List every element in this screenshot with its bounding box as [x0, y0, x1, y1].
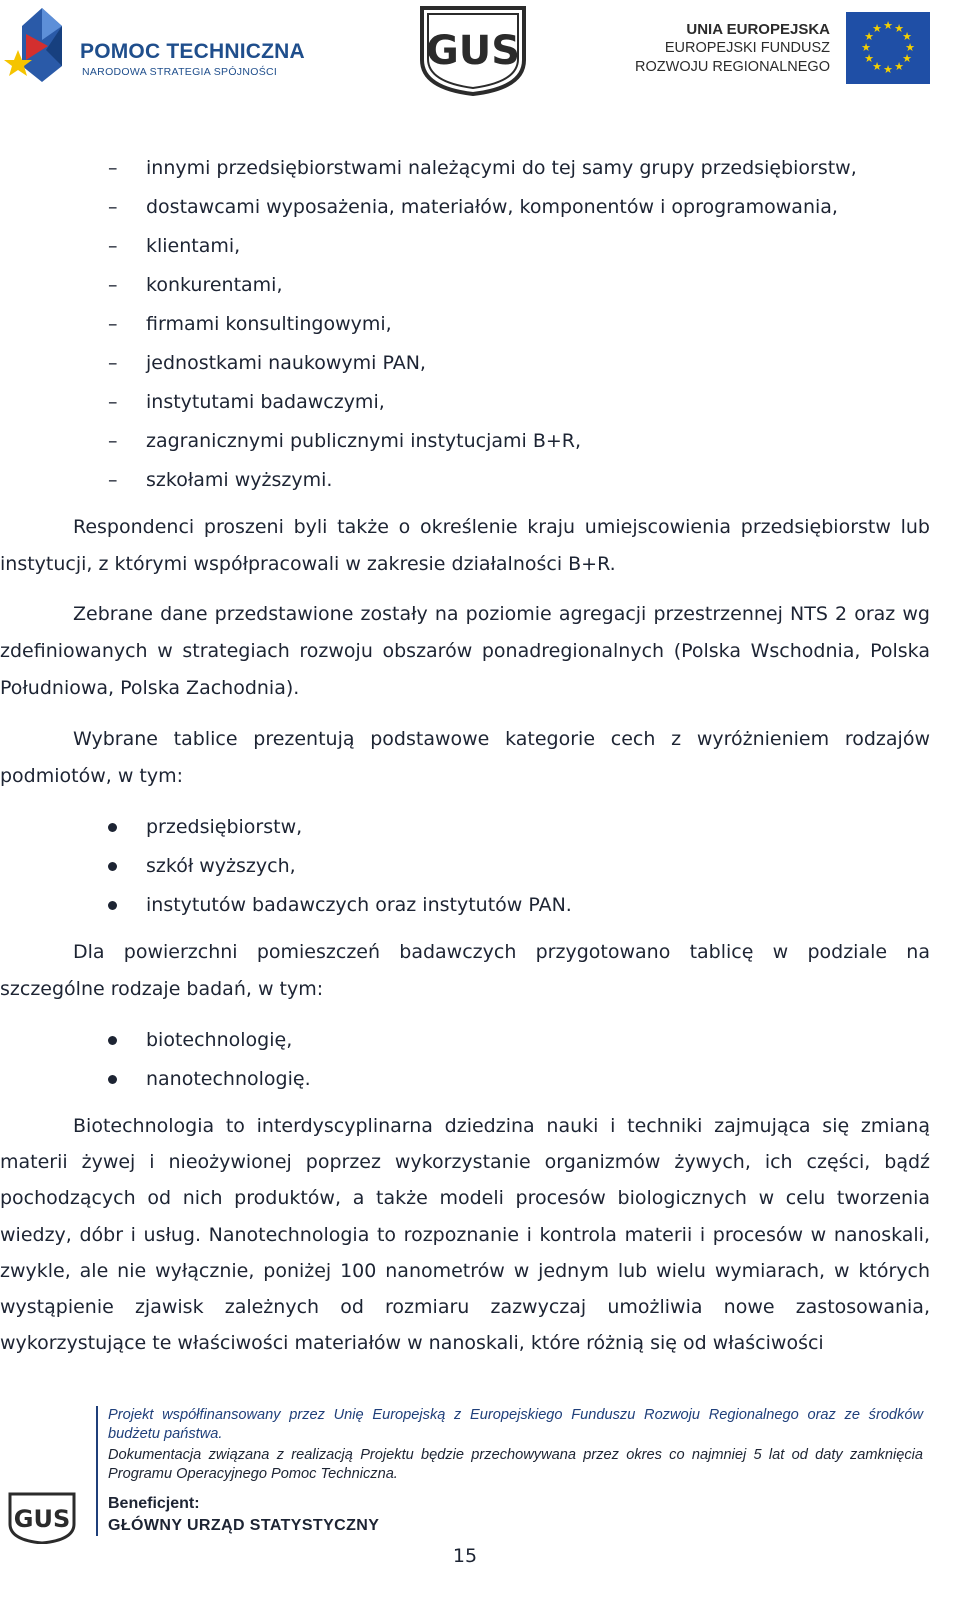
svg-text:★: ★: [872, 22, 882, 35]
list-item: [0, 1022, 930, 1061]
list-item-text: nanotechnologię.: [146, 1068, 311, 1090]
footer-notice: [108, 1406, 923, 1486]
gus-footer-logo-text: GUS: [13, 1505, 71, 1533]
svg-text:★: ★: [883, 63, 893, 76]
list-item-text: szkół wyższych,: [146, 855, 296, 877]
research-types-list: [0, 1022, 930, 1100]
list-item-text: biotechnologię,: [146, 1029, 293, 1051]
dash-marker: –: [108, 352, 118, 374]
eu-line-2: EUROPEJSKI FUNDUSZ: [664, 40, 830, 56]
eu-text-block: [630, 20, 830, 77]
list-item-text: firmami konsultingowymi,: [146, 313, 392, 335]
paragraph-respondents: Respondenci proszeni byli także o określenie kraju umiejscowienia przedsiębiorstw lub instytucji, z którymi współpracowali w zakresie działalności B+R.: [0, 516, 930, 575]
dash-marker: –: [108, 274, 118, 296]
paragraph-tables-intro: Wybrane tablice prezentują podstawowe kategorie cech z wyróżnieniem rodzajów podmiotów, w tym:: [0, 728, 930, 787]
pomoc-techniczna-subtitle: NARODOWA STRATEGIA SPÓJNOŚCI: [82, 66, 278, 78]
list-item-text: innymi przedsiębiorstwami należącymi do tej samy grupy przedsiębiorstw,: [146, 157, 857, 179]
svg-text:★: ★: [883, 19, 893, 32]
list-item: [0, 809, 930, 848]
entity-types-list: [0, 809, 930, 926]
dash-marker: –: [108, 391, 118, 413]
list-item: [0, 848, 930, 887]
list-item: [0, 306, 930, 345]
bullet-marker: [108, 1036, 117, 1045]
list-item: [0, 1061, 930, 1100]
list-item-text: instytutami badawczymi,: [146, 391, 385, 413]
svg-text:★: ★: [905, 41, 915, 54]
page-header: [0, 0, 960, 100]
dash-marker: –: [108, 313, 118, 335]
pomoc-techniczna-title: POMOC TECHNICZNA: [80, 40, 305, 63]
beneficiary-name: GŁÓWNY URZĄD STATYSTYCZNY: [108, 1517, 380, 1534]
svg-text:★: ★: [894, 60, 904, 73]
dash-marker: –: [108, 430, 118, 452]
footer-cofinancing-note: Projekt współfinansowany przez Unię Europejską z Europejskiego Funduszu Rozwoju Regionalnego oraz ze środków budżetu państwa.: [108, 1407, 923, 1442]
gus-footer-logo: [6, 1490, 78, 1544]
list-item-text: konkurentami,: [146, 274, 283, 296]
eu-line-1: UNIA EUROPEJSKA: [686, 21, 830, 38]
list-item-text: jednostkami naukowymi PAN,: [146, 352, 426, 374]
pomoc-techniczna-logo: [4, 6, 305, 92]
footer-divider: [96, 1406, 98, 1536]
bullet-marker: [108, 862, 117, 871]
bullet-marker: [108, 1075, 117, 1084]
paragraph-definitions: Biotechnologia to interdyscyplinarna dziedzina nauki i techniki zajmująca się zmianą materii żywej i nieożywionej poprzez wykorzystanie organizmów żywych, ich części, bądź pochodzących od nich produktów, a także modeli procesów biologicznych w celu tworzenia wiedzy, dóbr i usług. Nanotechnologia to rozpoznanie i kontrola materii i procesów w nanoskali, zwykle, ale nie wyłącznie, poniżej 100 nanometrów w jednym lub wielu wymiarach, w których wystąpienie zjawisk zależnych od rozmiaru zazwyczaj umożliwia nowe zastosowania, wykorzystujące te właściwości materiałów w nanoskali, które różnią się od właściwości: [0, 1115, 930, 1355]
list-item: [0, 423, 930, 462]
bullet-marker: [108, 901, 117, 910]
list-item-text: przedsiębiorstw,: [146, 816, 303, 838]
gus-logo: [414, 2, 532, 96]
svg-text:★: ★: [861, 41, 871, 54]
dash-marker: –: [108, 196, 118, 218]
list-item: [0, 384, 930, 423]
svg-text:★: ★: [864, 30, 874, 43]
eu-line-3: ROZWOJU REGIONALNEGO: [635, 59, 830, 75]
list-item-text: zagranicznymi publicznymi instytucjami B+R,: [146, 430, 582, 452]
eu-flag-icon: [846, 12, 930, 84]
gus-logo-text: GUS: [425, 28, 521, 74]
beneficiary-block: [108, 1494, 379, 1538]
list-item: [0, 189, 930, 228]
list-item-text: szkołami wyższymi.: [146, 469, 333, 491]
list-item-text: instytutów badawczych oraz instytutów PAN.: [146, 894, 572, 916]
list-item: [0, 228, 930, 267]
document-body: [0, 150, 930, 1361]
paragraph-nts-aggregation: Zebrane dane przedstawione zostały na poziomie agregacji przestrzennej NTS 2 oraz wg zdefiniowanych w strategiach rozwoju obszarów ponadregionalnych (Polska Wschodnia, Polska Południowa, Polska Zachodnia).: [0, 603, 930, 699]
svg-text:★: ★: [902, 52, 912, 65]
list-item: [0, 887, 930, 926]
svg-text:★: ★: [894, 22, 904, 35]
dash-marker: –: [108, 469, 118, 491]
footer-documentation-note: Dokumentacja związana z realizacją Projektu będzie przechowywana przez okres co najmniej 5 lat od daty zamknięcia Programu Operacyjnego Pomoc Techniczna.: [108, 1447, 923, 1482]
svg-text:★: ★: [864, 52, 874, 65]
paragraph-research-space: Dla powierzchni pomieszczeń badawczych przygotowano tablicę w podziale na szczególne rodzaje badań, w tym:: [0, 941, 930, 1000]
dash-marker: –: [108, 235, 118, 257]
list-item: [0, 267, 930, 306]
svg-text:★: ★: [902, 30, 912, 43]
cooperation-partners-list: [0, 150, 930, 501]
list-item: [0, 462, 930, 501]
list-item-text: klientami,: [146, 235, 241, 257]
svg-text:★: ★: [872, 60, 882, 73]
list-item-text: dostawcami wyposażenia, materiałów, komponentów i oprogramowania,: [146, 196, 838, 218]
list-item: [0, 150, 930, 189]
list-item: [0, 345, 930, 384]
beneficiary-label: Beneficjent:: [108, 1495, 200, 1512]
page-number: 15: [452, 1545, 478, 1567]
bullet-marker: [108, 823, 117, 832]
dash-marker: –: [108, 157, 118, 179]
pomoc-techniczna-emblem-icon: [4, 6, 80, 92]
